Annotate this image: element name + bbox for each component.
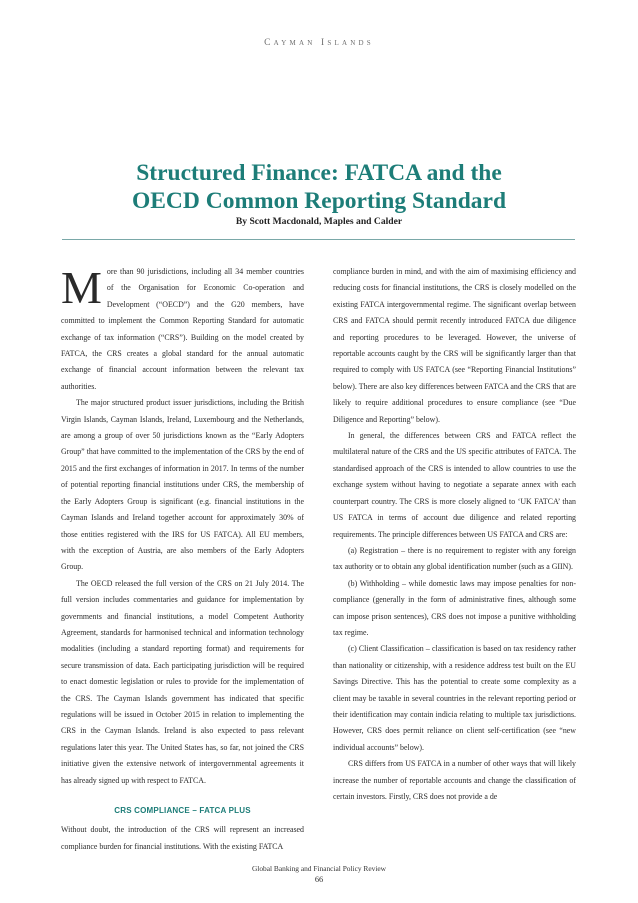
left-column xyxy=(61,264,304,855)
right-column xyxy=(333,264,576,805)
paragraph: The OECD released the full version of the CRS on 21 July 2014. The full version includes commentaries and guidance for implementation by governments and financial institutions, a model Competent Authority Agreement, standards for harmonised technical and information technology modalities (including a standard reporting format) and requirements for secure transmission of data. Each participating jurisdiction will be required to enact domestic legislation or rules to provide for the implementation of the CRS. The Cayman Islands government has indicated that specific regulations will be issued in October 2015 in relation to implementing the CRS in the Cayman Islands. Ireland is also expected to pass relevant regulations later this year. The United States has, so far, not joined the CRS initiative given the extensive network of intergovernmental agreements it has already signed up with respect to FATCA. xyxy=(61,578,304,785)
paragraph: In general, the differences between CRS and FATCA reflect the multilateral nature of the CRS and the US specific attributes of FATCA. The standardised approach of the CRS is intended to allow countries to use the exchange system without having to negotiate a separate annex with each counterpart country. The CRS is more closely aligned to ‘UK FATCA’ than US FATCA in terms of account due diligence and related reporting requirements. The principle differences between US FATCA and CRS are: xyxy=(333,431,576,539)
paragraph: (c) Client Classification – classification is based on tax residency rather than nationality or citizenship, with a residence address test built on the EU Savings Directive. This has the potential to create some complexity as a client may be taxable in several countries in the relevant reporting period or their identification may contain indicia relating to multiple tax jurisdictions. However, CRS does permit reliance on client self-certification (see “new individual accounts” below). xyxy=(333,644,576,752)
paragraph: The major structured product issuer jurisdictions, including the British Virgin Islands, Cayman Islands, Ireland, Luxembourg and the Netherlands, are among a group of over 50 jurisdictions known as the “Early Adopters Group” that have committed to the implementation of the CRS by the end of 2015 and the first exchanges of information in 2017. In terms of the number of potential reporting financial institutions under CRS, the membership of the Early Adopters Group is significant (e.g. financial institutions in the Cayman Islands and Ireland together account for approximately 30% of those entities registered with the IRS for US FATCA). All EU members, with the exception of Austria, are also members of the Early Adopters Group. xyxy=(61,398,304,572)
title-line-1: Structured Finance: FATCA and the xyxy=(136,160,502,186)
paragraph-text: ore than 90 jurisdictions, including all 34 member countries of the Organisation for Economic Co-operation and Development (“OECD”) and the G20 members, have committed to implement the Common Reporting Standard for automatic exchange of tax information (“CRS”). Building on the model created by FATCA, the CRS creates a global standard for the annual automatic exchange of financial account information between the relevant tax authorities. xyxy=(61,267,304,391)
article-title xyxy=(40,159,598,215)
section-subheading: CRS COMPLIANCE – FATCA PLUS xyxy=(114,806,251,815)
title-line-2: OECD Common Reporting Standard xyxy=(131,188,507,214)
paragraph: compliance burden in mind, and with the aim of maximising efficiency and reducing costs for financial institutions, the CRS is closely modelled on the existing FATCA intergovernmental regime. The significant overlap between CRS and FATCA should permit recently introduced FATCA due diligence and reporting procedures to be leveraged. However, the universe of reportable accounts caught by the CRS will be significantly larger than that required to comply with US FATCA (see “Reporting Financial Institutions” below). There are also key differences between FATCA and the CRS that are likely to require additional procedures to ensure compliance (see “Due Diligence and Reporting” below). xyxy=(333,267,576,424)
section-header: Cayman Islands xyxy=(264,38,374,48)
paragraph: (b) Withholding – while domestic laws may impose penalties for non-compliance (generally in the form of administrative fines, although some can impose prison sentences), CRS does not impose a punitive withholding tax regime. xyxy=(333,578,576,637)
paragraph xyxy=(61,264,304,395)
paragraph: CRS differs from US FATCA in a number of other ways that will likely increase the number of reportable accounts and change the classification of certain investors. Firstly, CRS does not provide a de xyxy=(333,759,576,801)
footer-publication: Global Banking and Financial Policy Review xyxy=(251,864,387,873)
drop-cap: M xyxy=(61,262,102,313)
paragraph: Without doubt, the introduction of the CRS will represent an increased compliance burden for financial institutions. With the existing FATCA xyxy=(61,825,304,851)
byline: By Scott Macdonald, Maples and Calder xyxy=(235,216,403,227)
page-number: 66 xyxy=(314,875,324,884)
paragraph: (a) Registration – there is no requirement to register with any foreign tax authority or to obtain any global identification number (such as a GIIN). xyxy=(333,545,576,572)
title-divider xyxy=(62,239,575,240)
